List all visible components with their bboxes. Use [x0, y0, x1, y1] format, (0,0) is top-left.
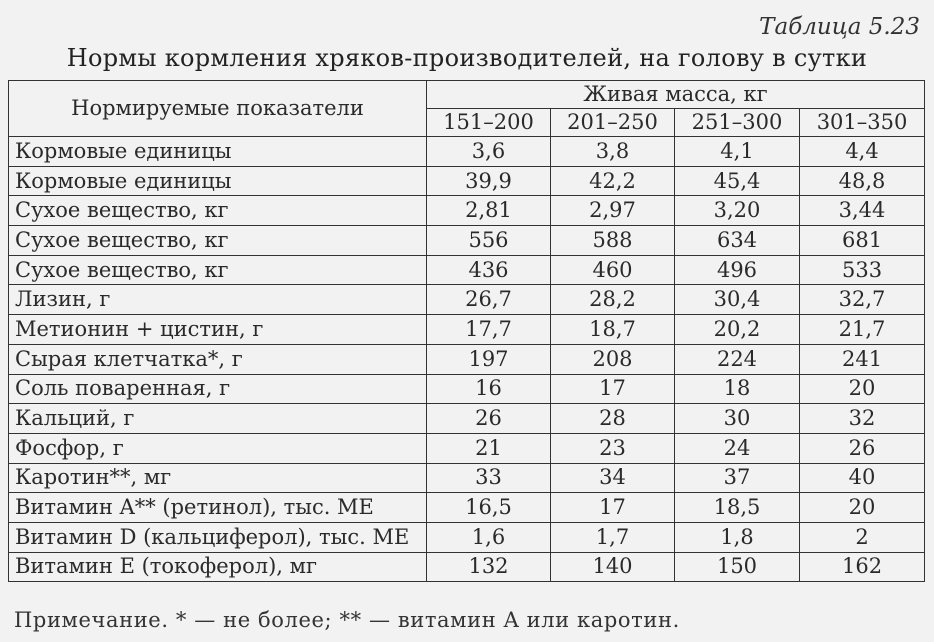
table-title: Нормы кормления хряков-производителей, на голову в сутки	[66, 44, 868, 72]
row-label: Метионин + цистин, г	[9, 315, 427, 345]
value-cell: 39,9	[427, 166, 551, 196]
value-cell: 48,8	[800, 166, 925, 196]
row-label: Сухое вещество, кг	[9, 196, 427, 226]
row-label: Витамин A** (ретинол), тыс. МЕ	[9, 493, 427, 523]
value-cell: 20	[800, 493, 925, 523]
value-cell: 197	[427, 344, 551, 374]
row-label: Сырая клетчатка*, г	[9, 344, 427, 374]
table-row	[9, 522, 925, 552]
value-cell: 37	[675, 463, 800, 493]
value-cell: 3,44	[800, 196, 925, 226]
row-label: Витамин D (кальциферол), тыс. МЕ	[9, 522, 427, 552]
value-cell: 2,97	[551, 196, 675, 226]
value-cell: 40	[800, 463, 925, 493]
header-range: 201–250	[551, 109, 675, 137]
value-cell: 17	[551, 374, 675, 404]
table-row	[9, 285, 925, 315]
value-cell: 3,20	[675, 196, 800, 226]
value-cell: 17,7	[427, 315, 551, 345]
value-cell: 26	[800, 433, 925, 463]
value-cell: 23	[551, 433, 675, 463]
value-cell: 30,4	[675, 285, 800, 315]
value-cell: 20,2	[675, 315, 800, 345]
value-cell: 208	[551, 344, 675, 374]
table-row	[9, 255, 925, 285]
row-label: Кальций, г	[9, 404, 427, 434]
value-cell: 241	[800, 344, 925, 374]
value-cell: 588	[551, 226, 675, 256]
value-cell: 30	[675, 404, 800, 434]
feeding-norms-table	[8, 80, 925, 582]
table-row	[9, 166, 925, 196]
value-cell: 1,7	[551, 522, 675, 552]
value-cell: 17	[551, 493, 675, 523]
value-cell: 140	[551, 552, 675, 582]
value-cell: 132	[427, 552, 551, 582]
value-cell: 4,4	[800, 137, 925, 167]
value-cell: 20	[800, 374, 925, 404]
row-label: Фосфор, г	[9, 433, 427, 463]
value-cell: 162	[800, 552, 925, 582]
table-note: Примечание. * — не более; ** — витамин A или каротин.	[14, 608, 680, 632]
header-row-group	[9, 81, 925, 109]
value-cell: 28,2	[551, 285, 675, 315]
header-live-weight: Живая масса, кг	[427, 81, 925, 109]
table-row	[9, 226, 925, 256]
value-cell: 1,6	[427, 522, 551, 552]
value-cell: 26,7	[427, 285, 551, 315]
table-row	[9, 196, 925, 226]
value-cell: 634	[675, 226, 800, 256]
value-cell: 33	[427, 463, 551, 493]
row-label: Кормовые единицы	[9, 166, 427, 196]
value-cell: 533	[800, 255, 925, 285]
row-label: Витамин E (токоферол), мг	[9, 552, 427, 582]
table-row	[9, 433, 925, 463]
row-label: Сухое вещество, кг	[9, 255, 427, 285]
row-label: Каротин**, мг	[9, 463, 427, 493]
value-cell: 2,81	[427, 196, 551, 226]
value-cell: 21	[427, 433, 551, 463]
value-cell: 18	[675, 374, 800, 404]
row-label: Лизин, г	[9, 285, 427, 315]
table-row	[9, 137, 925, 167]
value-cell: 18,7	[551, 315, 675, 345]
value-cell: 16,5	[427, 493, 551, 523]
table-body	[9, 137, 925, 582]
row-label: Соль поваренная, г	[9, 374, 427, 404]
table-row	[9, 315, 925, 345]
value-cell: 460	[551, 255, 675, 285]
value-cell: 16	[427, 374, 551, 404]
value-cell: 26	[427, 404, 551, 434]
value-cell: 224	[675, 344, 800, 374]
row-label: Кормовые единицы	[9, 137, 427, 167]
value-cell: 556	[427, 226, 551, 256]
value-cell: 32	[800, 404, 925, 434]
value-cell: 28	[551, 404, 675, 434]
table-row	[9, 374, 925, 404]
value-cell: 681	[800, 226, 925, 256]
value-cell: 32,7	[800, 285, 925, 315]
header-indicators: Нормируемые показатели	[9, 81, 427, 137]
value-cell: 436	[427, 255, 551, 285]
row-label: Сухое вещество, кг	[9, 226, 427, 256]
value-cell: 3,6	[427, 137, 551, 167]
value-cell: 21,7	[800, 315, 925, 345]
value-cell: 3,8	[551, 137, 675, 167]
value-cell: 1,8	[675, 522, 800, 552]
value-cell: 2	[800, 522, 925, 552]
table-row	[9, 404, 925, 434]
table-row	[9, 344, 925, 374]
value-cell: 45,4	[675, 166, 800, 196]
table-row	[9, 493, 925, 523]
header-range: 301–350	[800, 109, 925, 137]
value-cell: 496	[675, 255, 800, 285]
value-cell: 4,1	[675, 137, 800, 167]
table-row	[9, 463, 925, 493]
table-number: Таблица 5.23	[759, 14, 920, 40]
table-row	[9, 552, 925, 582]
value-cell: 42,2	[551, 166, 675, 196]
value-cell: 18,5	[675, 493, 800, 523]
value-cell: 34	[551, 463, 675, 493]
value-cell: 150	[675, 552, 800, 582]
value-cell: 24	[675, 433, 800, 463]
header-range: 151–200	[427, 109, 551, 137]
header-range: 251–300	[675, 109, 800, 137]
